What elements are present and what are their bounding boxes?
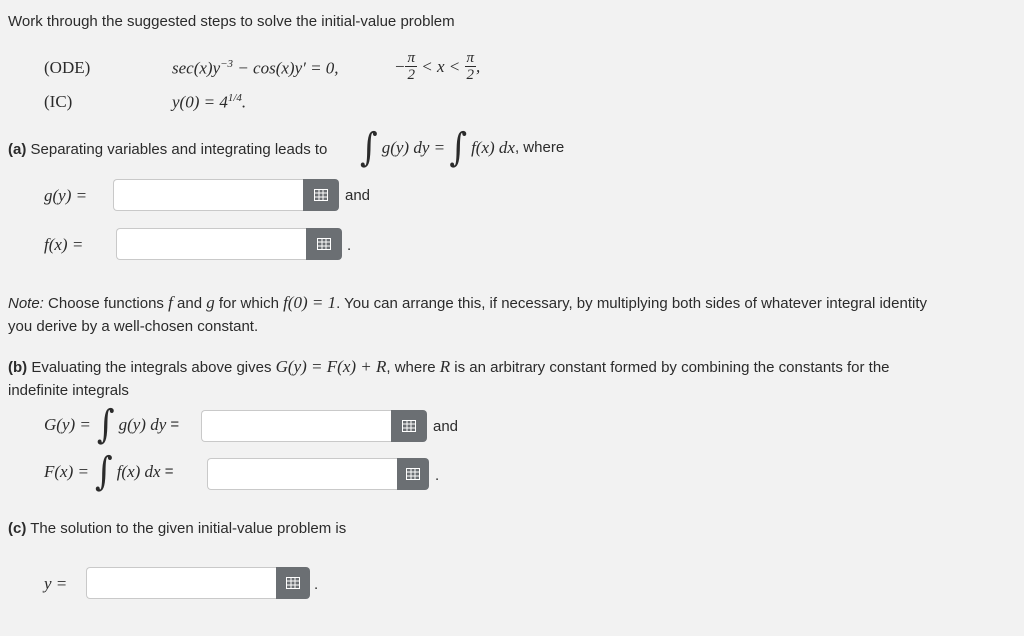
part-b-text1: Evaluating the integrals above gives	[27, 359, 276, 376]
y-input[interactable]	[86, 567, 276, 599]
ode-part1: sec(x)y	[172, 58, 221, 78]
intro-text: Work through the suggested steps to solve the initial-value problem	[8, 13, 455, 30]
grid-palette-icon	[314, 189, 328, 201]
note-text3: . You can arrange this, if necessary, by multiplying both sides of whatever integral identity	[336, 295, 927, 312]
g-input[interactable]	[113, 179, 303, 211]
part-b-text3: is an arbitrary constant formed by combining the constants for the	[450, 359, 890, 376]
ode-range	[394, 50, 480, 83]
note-label: Note:	[8, 295, 44, 312]
grid-palette-icon	[317, 238, 331, 250]
F-eqsign: =	[160, 463, 174, 480]
range-lt: < x <	[417, 56, 465, 76]
y-input-group	[86, 567, 310, 599]
G-label: G(y) =	[44, 415, 91, 434]
part-a-text: Separating variables and integrating leads to	[26, 141, 332, 158]
y-palette-button[interactable]	[276, 567, 310, 599]
G-palette-button[interactable]	[391, 410, 427, 442]
note-f: f	[168, 293, 173, 312]
part-a-where: , where	[514, 139, 565, 156]
note-text2: for which	[214, 295, 284, 312]
grid-palette-icon	[406, 468, 420, 480]
integral-sign-f: ∫	[449, 125, 468, 171]
G-input-group	[201, 410, 427, 442]
g-palette-button[interactable]	[303, 179, 339, 211]
part-a-label: (a)	[8, 141, 27, 158]
F-label: F(x) =	[44, 462, 89, 481]
F-expression	[44, 449, 174, 495]
period-b: .	[435, 467, 440, 484]
note-text1: Choose functions	[43, 295, 169, 312]
note-line-1	[8, 293, 927, 314]
grid-palette-icon	[402, 420, 416, 432]
F-palette-button[interactable]	[397, 458, 429, 490]
integral-sign-G: ∫	[96, 402, 115, 448]
note-line-2: you derive by a well-chosen constant.	[8, 318, 259, 335]
part-c-text: The solution to the given initial-value problem is	[26, 520, 347, 537]
part-a-eq-left: g(y) dy =	[381, 138, 450, 157]
part-a-equation	[360, 125, 565, 171]
grid-palette-icon	[286, 577, 300, 589]
period-a: .	[347, 237, 352, 254]
F-input[interactable]	[207, 458, 397, 490]
ode-part2: − cos(x)y′ = 0,	[233, 58, 339, 78]
part-b-line-2: indefinite integrals	[8, 382, 129, 399]
F-integrand: f(x) dx	[116, 462, 161, 481]
ic-label: (IC)	[44, 92, 73, 111]
note-cond: f(0) = 1	[283, 293, 337, 312]
note-and: and	[172, 295, 207, 312]
part-b-line-1	[8, 357, 890, 378]
g-input-group	[113, 179, 339, 211]
part-c-prompt	[8, 519, 346, 539]
f-label: f(x) =	[44, 235, 84, 254]
integral-sign-g: ∫	[360, 125, 378, 171]
part-b-eq: G(y) = F(x) + R	[275, 357, 387, 376]
part-b-R: R	[439, 357, 451, 376]
part-a-prompt	[8, 140, 332, 160]
y-label: y =	[44, 574, 68, 593]
ic-text: y(0) = 4	[172, 92, 228, 112]
ic-end: .	[241, 92, 247, 112]
part-b-label: (b)	[8, 359, 28, 376]
G-expression	[44, 402, 180, 448]
range-minus: −	[394, 56, 406, 76]
note-g: g	[206, 293, 215, 312]
G-eqsign: =	[166, 416, 180, 433]
and-text-a: and	[345, 187, 371, 204]
and-text-b: and	[433, 418, 459, 435]
f-palette-button[interactable]	[306, 228, 342, 260]
period-c: .	[314, 576, 319, 593]
G-input[interactable]	[201, 410, 391, 442]
pi-over-two-left: $\frac{\pi}{2}$	[407, 50, 415, 83]
pi-over-two-right: $\frac{\pi}{2}$	[466, 50, 475, 83]
f-input[interactable]	[116, 228, 306, 260]
ode-label: (ODE)	[44, 58, 91, 77]
ic-exp: 1/4	[227, 92, 242, 104]
ode-equation	[172, 58, 339, 79]
f-input-group	[116, 228, 342, 260]
ic-equation	[172, 92, 246, 113]
ode-exp: −3	[220, 58, 234, 70]
g-label: g(y) =	[44, 186, 88, 205]
integral-sign-F: ∫	[94, 449, 113, 495]
F-input-group	[207, 458, 429, 490]
part-b-text2: , where	[386, 359, 440, 376]
range-comma: ,	[476, 56, 481, 76]
part-c-label: (c)	[8, 520, 27, 537]
part-a-eq-right: f(x) dx	[471, 138, 515, 157]
G-integrand: g(y) dy	[118, 415, 167, 434]
